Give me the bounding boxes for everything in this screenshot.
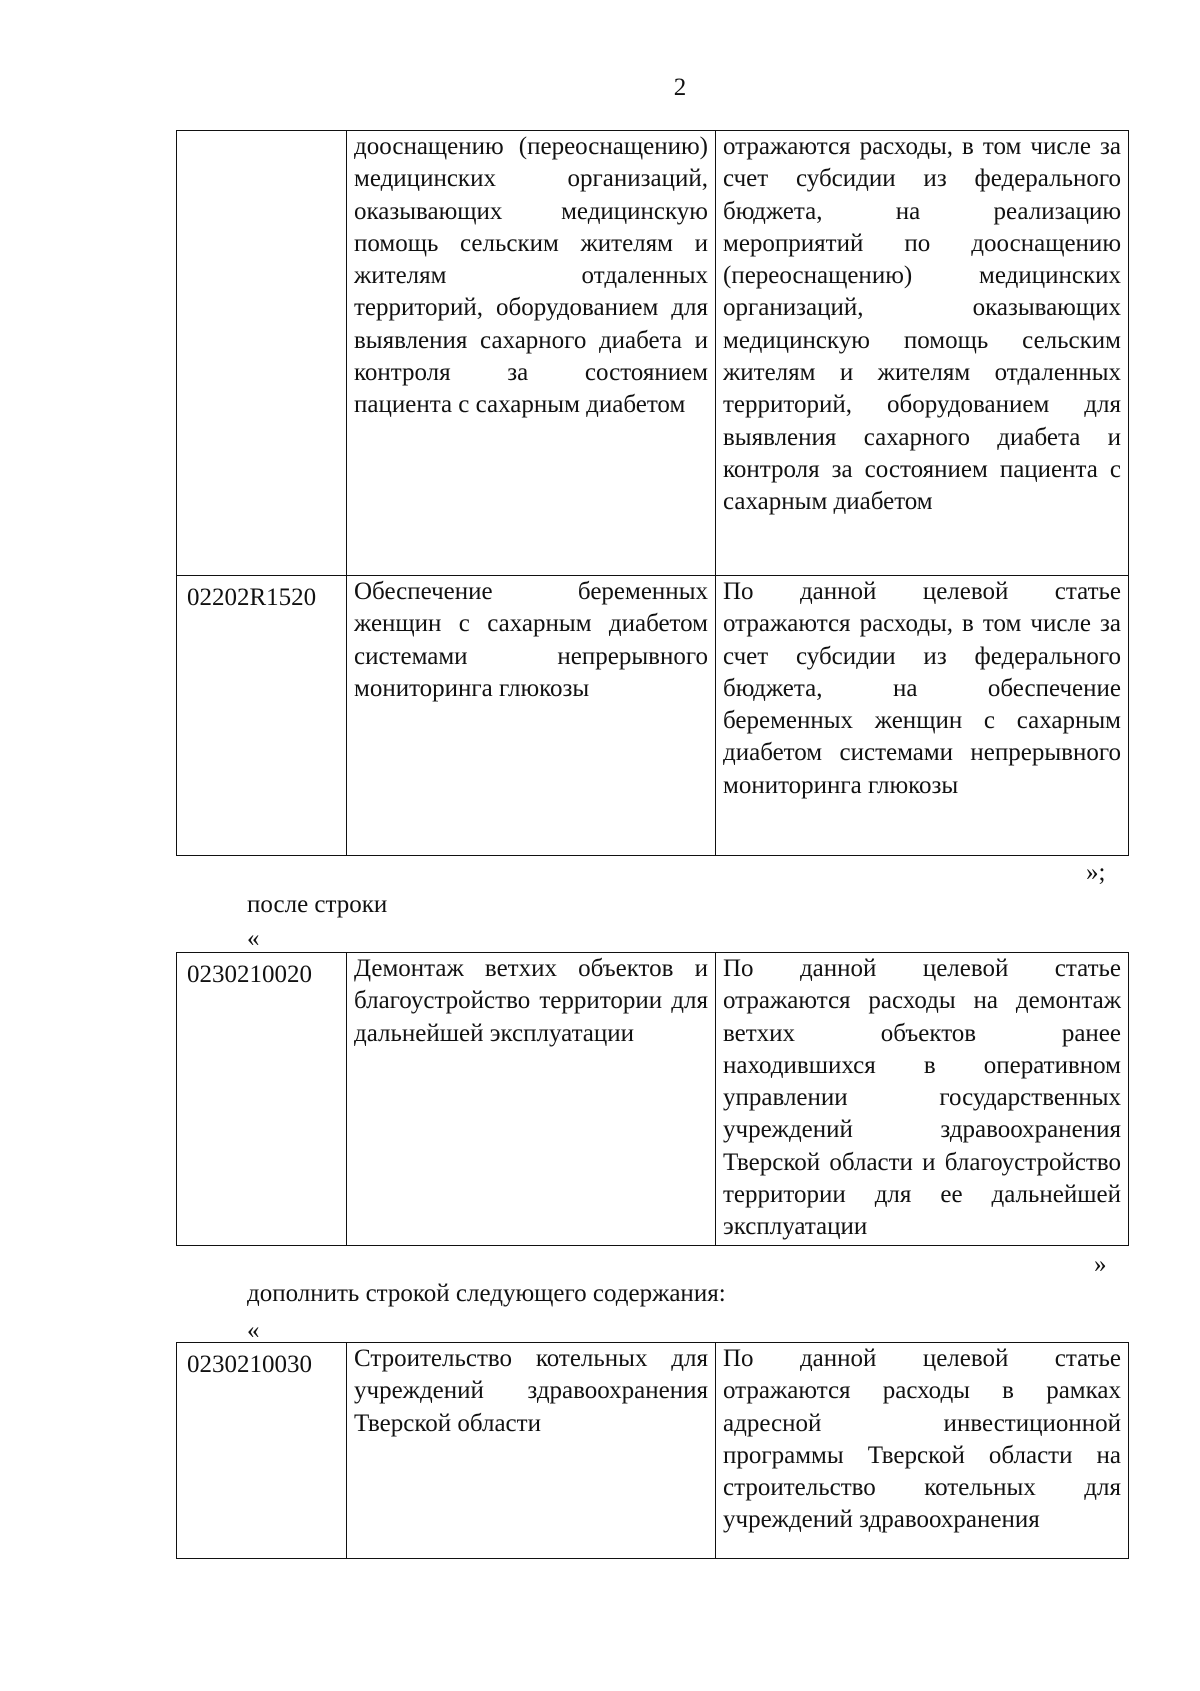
code-cell: 0230210020 bbox=[177, 953, 347, 1246]
table-row bbox=[177, 576, 1129, 856]
name-cell: дооснащению (переоснащению) медицинских организаций, оказывающих медицинскую помощь сельским жителям и жителям отдаленных территорий, оборудованием для выявления сахарного диабета и контроля за состоянием пациента с сахарным диабетом bbox=[347, 131, 716, 576]
table-row bbox=[177, 953, 1129, 1246]
opening-quote-1: « bbox=[247, 925, 260, 952]
code-cell: 0230210030 bbox=[177, 1343, 347, 1559]
budget-table-3 bbox=[176, 1342, 1129, 1559]
page-number: 2 bbox=[673, 74, 687, 101]
table-row bbox=[177, 131, 1129, 576]
instruction-add-row: дополнить строкой следующего содержания: bbox=[247, 1280, 726, 1307]
budget-table-2 bbox=[176, 952, 1129, 1246]
opening-quote-2: « bbox=[247, 1317, 260, 1344]
closing-quote-1: »; bbox=[1086, 859, 1106, 886]
code-cell bbox=[177, 131, 347, 576]
closing-quote-2: » bbox=[1094, 1251, 1107, 1278]
instruction-after-row: после строки bbox=[247, 891, 388, 918]
name-cell: Строительство котельных для учреждений здравоохранения Тверской области bbox=[347, 1343, 716, 1559]
description-cell: По данной целевой статье отражаются расходы в рамках адресной инвестиционной программы Тверской области на строительство котельных для учреждений здравоохранения bbox=[716, 1343, 1129, 1559]
code-cell: 02202R1520 bbox=[177, 576, 347, 856]
budget-table-1 bbox=[176, 130, 1129, 856]
name-cell: Обеспечение беременных женщин с сахарным диабетом системами непрерывного мониторинга глюкозы bbox=[347, 576, 716, 856]
table-row bbox=[177, 1343, 1129, 1559]
name-cell: Демонтаж ветхих объектов и благоустройство территории для дальнейшей эксплуатации bbox=[347, 953, 716, 1246]
description-cell: отражаются расходы, в том числе за счет субсидии из федерального бюджета, на реализацию мероприятий по дооснащению (переоснащению) медицинских организаций, оказывающих медицинскую помощь сельским жителям и жителям отдаленных территорий, оборудованием для выявления сахарного диабета и контроля за состоянием пациента с сахарным диабетом bbox=[716, 131, 1129, 576]
description-cell: По данной целевой статье отражаются расходы на демонтаж ветхих объектов ранее находившихся в оперативном управлении государственных учреждений здравоохранения Тверской области и благоустройство территории для ее дальнейшей эксплуатации bbox=[716, 953, 1129, 1246]
description-cell: По данной целевой статье отражаются расходы, в том числе за счет субсидии из федерального бюджета, на обеспечение беременных женщин с сахарным диабетом системами непрерывного мониторинга глюкозы bbox=[716, 576, 1129, 856]
